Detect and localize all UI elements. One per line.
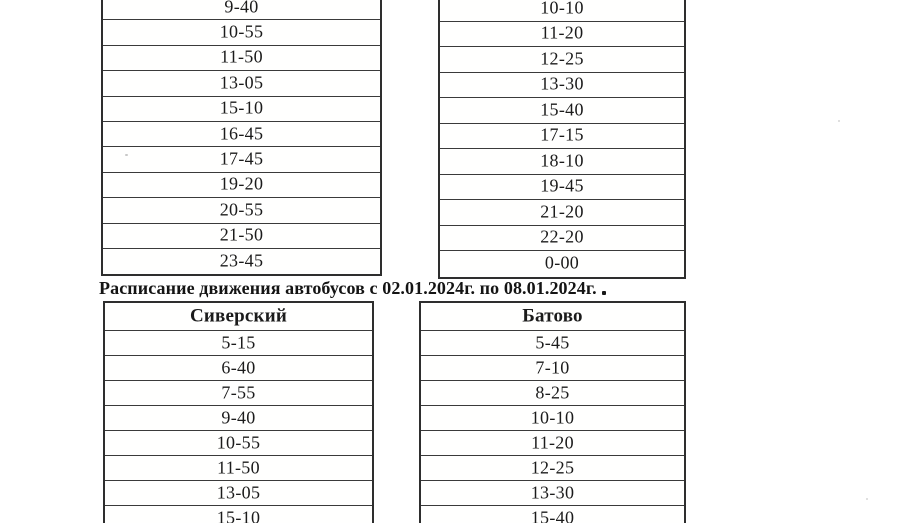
time-cell: 15-10 [219,97,264,118]
time-cell: 18-10 [540,150,584,171]
time-cell: 8-25 [535,382,570,402]
table-row [440,73,684,99]
table-header-row [421,303,684,331]
time-cell: 13-30 [530,482,575,502]
time-cell: 9-40 [221,407,256,427]
table-row [105,331,372,356]
time-cell: 13-30 [540,73,584,94]
table-row [440,47,684,73]
table-row [421,406,684,431]
week2-siverskiy-times-table [103,301,374,523]
station-header-cell: Сиверский [189,305,287,326]
time-cell: 5-15 [221,332,256,352]
table-row [105,431,372,456]
table-row [103,0,380,20]
schedule-period-heading: Расписание движения автобусов с 02.01.2024г. по 08.01.2024г. [99,278,597,298]
table-row [103,46,380,71]
table-row [440,200,684,226]
table-row [103,20,380,45]
time-cell: 11-20 [540,22,584,43]
time-cell: 15-10 [216,507,261,523]
table-row [421,356,684,381]
table-row [103,249,380,274]
time-cell: 21-20 [540,201,584,222]
table-row [440,22,684,48]
week1-siverskiy-times-table [101,0,382,276]
ink-speck [602,291,606,295]
time-cell: 21-50 [219,224,264,245]
time-cell: 9-40 [224,0,259,17]
time-cell: 22-20 [540,226,584,247]
ink-speck [125,154,128,156]
time-cell: 6-40 [221,357,256,377]
time-cell: 10-55 [219,21,264,42]
table-row [103,224,380,249]
table-row [421,506,684,523]
time-cell: 10-10 [530,407,575,427]
time-cell: 16-45 [219,123,264,144]
table-row [103,71,380,96]
week1-batovo-times-table [438,0,686,279]
time-cell: 15-40 [530,507,575,523]
table-row [105,381,372,406]
time-cell: 10-55 [216,432,261,452]
table-row [440,226,684,252]
table-row [105,481,372,506]
table-row [421,331,684,356]
time-cell: 19-45 [540,175,584,196]
time-cell: 17-15 [540,124,584,145]
time-cell: 23-45 [219,250,264,271]
table-row [103,122,380,147]
time-cell: 13-05 [219,72,264,93]
table-row [421,481,684,506]
ink-speck [866,498,868,500]
table-row [103,173,380,198]
time-cell: 20-55 [219,199,264,220]
table-row [421,381,684,406]
time-cell: 11-50 [220,46,263,67]
time-cell: 19-20 [219,173,264,194]
table-row [105,506,372,523]
time-cell: 12-25 [540,48,584,69]
table-header-row [105,303,372,331]
table-row [440,175,684,201]
station-header-cell: Батово [522,305,583,326]
table-row [440,98,684,124]
time-cell: 17-45 [219,148,264,169]
time-cell: 11-20 [531,432,574,452]
table-row [440,0,684,22]
week2-batovo-times-table [419,301,686,523]
time-cell: 12-25 [530,457,575,477]
table-row [103,97,380,122]
ink-speck [838,120,840,122]
table-row [105,406,372,431]
time-cell: 7-55 [221,382,256,402]
time-cell: 10-10 [540,0,584,18]
table-row [105,356,372,381]
table-row [421,431,684,456]
time-cell: 0-00 [544,252,580,273]
table-row [440,124,684,150]
time-cell: 13-05 [216,482,261,502]
time-cell: 15-40 [540,99,584,120]
table-row [105,456,372,481]
table-row [440,251,684,277]
table-row [440,149,684,175]
time-cell: 11-50 [217,457,260,477]
table-row [103,198,380,223]
table-row [103,147,380,172]
time-cell: 5-45 [535,332,570,352]
time-cell: 7-10 [535,357,570,377]
table-row [421,456,684,481]
